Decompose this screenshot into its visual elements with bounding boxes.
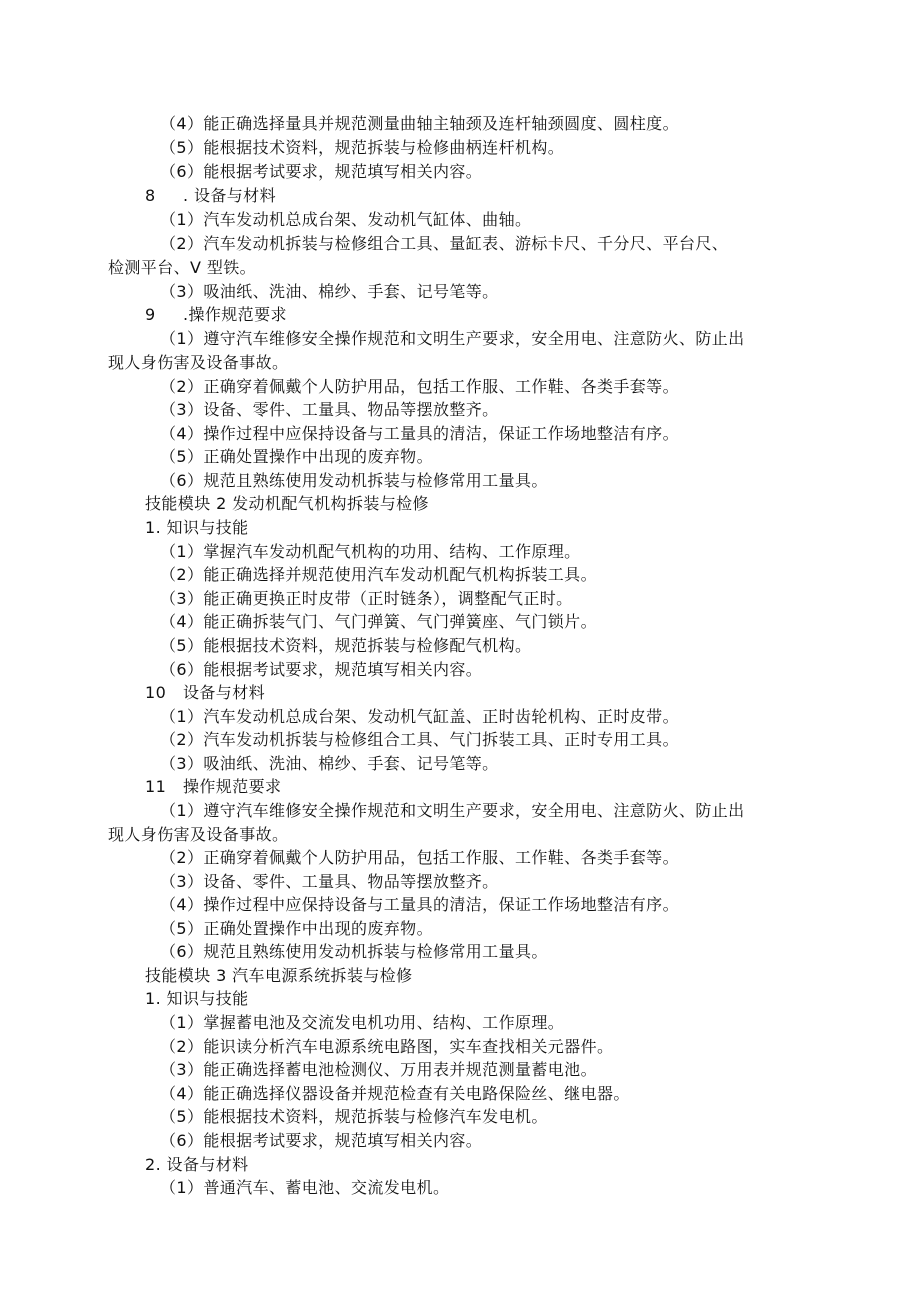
text-line: 检测平台、V 型铁。 (108, 258, 257, 277)
section-heading: 1. 知识与技能 (145, 989, 249, 1008)
text-line: （6）能根据考试要求，规范填写相关内容。 (160, 162, 483, 181)
section-title: . 设备与材料 (183, 186, 276, 205)
section-heading: 2. 设备与材料 (145, 1155, 249, 1174)
section-number: 8 (145, 186, 156, 205)
section-title: .操作规范要求 (183, 305, 287, 324)
text-line: （1）掌握蓄电池及交流发电机功用、结构、工作原理。 (160, 1013, 565, 1032)
section-number: 10 (145, 683, 167, 702)
section-title: 操作规范要求 (183, 777, 282, 796)
text-line: （2）汽车发动机拆装与检修组合工具、气门拆装工具、正时专用工具。 (160, 730, 679, 749)
text-line: （4）操作过程中应保持设备与工量具的清洁，保证工作场地整洁有序。 (160, 895, 679, 914)
text-line: （3）吸油纸、洗油、棉纱、手套、记号笔等。 (160, 754, 499, 773)
text-line: （4）能正确选择仪器设备并规范检查有关电路保险丝、继电器。 (160, 1084, 630, 1103)
text-line: （3）设备、零件、工量具、物品等摆放整齐。 (160, 400, 499, 419)
text-line: （4）能正确选择量具并规范测量曲轴主轴颈及连杆轴颈圆度、圆柱度。 (160, 114, 679, 133)
text-line: （2）汽车发动机拆装与检修组合工具、量缸表、游标卡尺、千分尺、平台尺、 (160, 234, 729, 253)
text-line: （1）汽车发动机总成台架、发动机气缸体、曲轴。 (160, 210, 532, 229)
text-line: （4）能正确拆装气门、气门弹簧、气门弹簧座、气门锁片。 (160, 612, 597, 631)
text-line: （2）正确穿着佩戴个人防护用品，包括工作服、工作鞋、各类手套等。 (160, 377, 679, 396)
text-line: 现人身伤害及设备事故。 (108, 353, 289, 372)
text-line: （1）遵守汽车维修安全操作规范和文明生产要求，安全用电、注意防火、防止出 (160, 801, 745, 820)
text-line: （6）规范且熟练使用发动机拆装与检修常用工量具。 (160, 942, 548, 961)
module-heading: 技能模块 2 发动机配气机构拆装与检修 (145, 494, 429, 513)
text-line: （3）吸油纸、洗油、棉纱、手套、记号笔等。 (160, 282, 499, 301)
section-heading (145, 683, 265, 703)
text-line: （5）正确处置操作中出现的废弃物。 (160, 447, 433, 466)
section-heading (145, 186, 276, 206)
text-line: （2）能正确选择并规范使用汽车发动机配气机构拆装工具。 (160, 565, 597, 584)
text-line: （5）正确处置操作中出现的废弃物。 (160, 919, 433, 938)
text-line: （3）设备、零件、工量具、物品等摆放整齐。 (160, 872, 499, 891)
text-line: （5）能根据技术资料，规范拆装与检修汽车发电机。 (160, 1107, 548, 1126)
section-heading (145, 305, 287, 325)
section-title: 设备与材料 (183, 683, 266, 702)
text-line: （1）掌握汽车发动机配气机构的功用、结构、工作原理。 (160, 542, 581, 561)
text-line: （2）能识读分析汽车电源系统电路图，实车查找相关元器件。 (160, 1037, 614, 1056)
text-line: （6）能根据考试要求，规范填写相关内容。 (160, 660, 483, 679)
text-line: （2）正确穿着佩戴个人防护用品，包括工作服、工作鞋、各类手套等。 (160, 848, 679, 867)
text-line: （6）规范且熟练使用发动机拆装与检修常用工量具。 (160, 471, 548, 490)
text-line: （5）能根据技术资料，规范拆装与检修曲柄连杆机构。 (160, 138, 565, 157)
text-line: （1）遵守汽车维修安全操作规范和文明生产要求，安全用电、注意防火、防止出 (160, 329, 745, 348)
text-line: （1）普通汽车、蓄电池、交流发电机。 (160, 1178, 450, 1197)
text-line: （4）操作过程中应保持设备与工量具的清洁，保证工作场地整洁有序。 (160, 424, 679, 443)
text-line: （1）汽车发动机总成台架、发动机气缸盖、正时齿轮机构、正时皮带。 (160, 707, 679, 726)
section-number: 9 (145, 305, 156, 324)
text-line: 现人身伤害及设备事故。 (108, 825, 289, 844)
section-heading (145, 777, 281, 797)
text-line: （5）能根据技术资料，规范拆装与检修配气机构。 (160, 636, 532, 655)
text-line: （6）能根据考试要求，规范填写相关内容。 (160, 1131, 483, 1150)
module-heading: 技能模块 3 汽车电源系统拆装与检修 (145, 966, 413, 985)
text-line: （3）能正确更换正时皮带（正时链条），调整配气正时。 (160, 589, 573, 608)
text-line: （3）能正确选择蓄电池检测仪、万用表并规范测量蓄电池。 (160, 1060, 597, 1079)
section-heading: 1. 知识与技能 (145, 518, 249, 537)
section-number: 11 (145, 777, 167, 796)
